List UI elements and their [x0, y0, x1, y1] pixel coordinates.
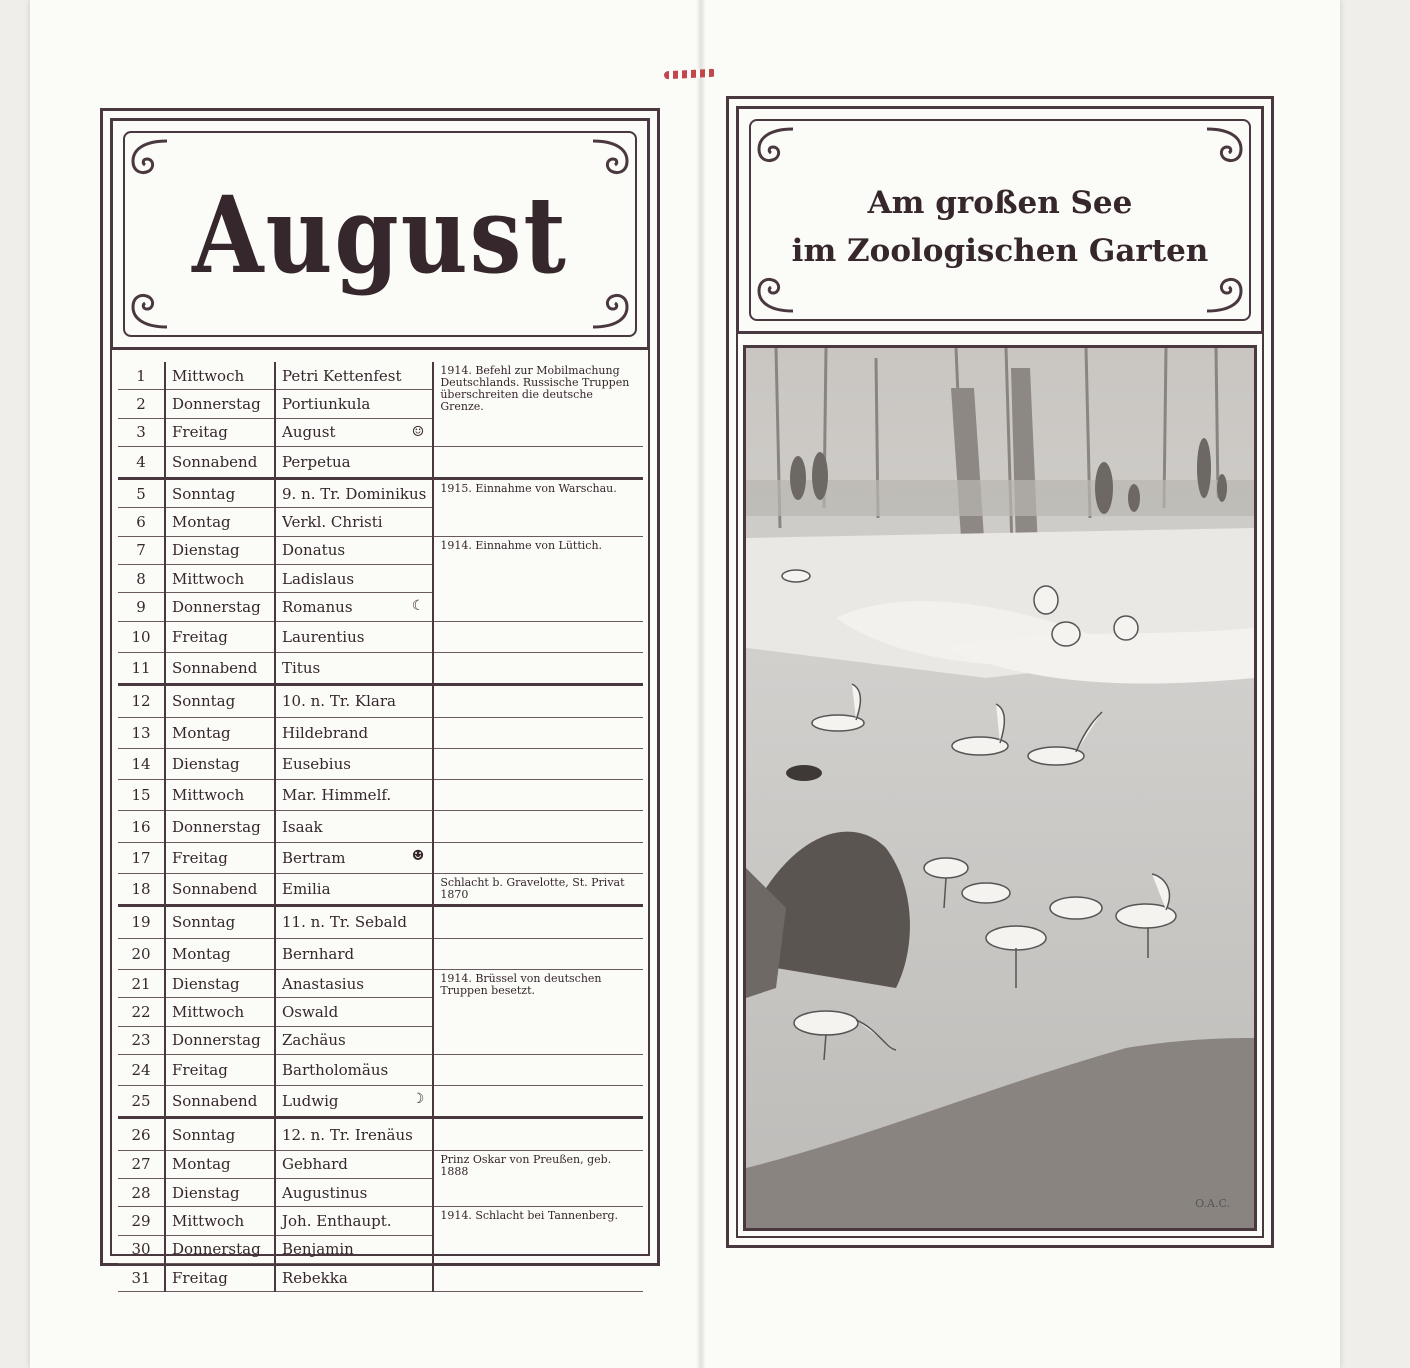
day-number: 28 — [118, 1179, 165, 1207]
artist-signature: O.A.C. — [1195, 1197, 1230, 1210]
name-day-label: Mar. Himmelf. — [282, 786, 392, 805]
picture-title-frame — [736, 106, 1264, 334]
weekday: Mittwoch — [165, 998, 275, 1026]
name-day-label: 10. n. Tr. Klara — [282, 692, 396, 711]
weekday: Donnerstag — [165, 1026, 275, 1054]
day-number: 12 — [118, 685, 165, 717]
name-day — [275, 479, 433, 508]
name-day-label: Laurentius — [282, 627, 365, 646]
name-day-label: Eusebius — [282, 755, 351, 773]
day-number: 14 — [118, 748, 165, 779]
day-number: 29 — [118, 1207, 165, 1235]
calendar-row — [118, 717, 643, 748]
name-day — [275, 390, 433, 418]
historical-event — [433, 446, 643, 478]
name-day-label: Petri Kettenfest — [282, 366, 402, 385]
name-day-label: Gebhard — [282, 1155, 348, 1174]
name-day-label: Emilia — [282, 880, 331, 899]
weekday: Freitag — [165, 621, 275, 652]
day-number: 11 — [118, 652, 165, 684]
historical-event: 1915. Einnahme von Warschau. — [433, 479, 643, 537]
swirl-ornament-icon — [1201, 271, 1247, 317]
month-title: August — [192, 172, 568, 298]
historical-event: 1914. Brüssel von deutschen Truppen besetzt. — [433, 969, 643, 1054]
flamingo-lake-drawing — [746, 348, 1254, 1228]
weekday: Donnerstag — [165, 811, 275, 842]
weekday: Freitag — [165, 1263, 275, 1291]
weekday: Montag — [165, 938, 275, 969]
name-day — [275, 842, 433, 873]
day-number: 9 — [118, 593, 165, 621]
historical-event — [433, 842, 643, 873]
weekday: Donnerstag — [165, 593, 275, 621]
moon-phase-icon: ☽ — [411, 1091, 425, 1108]
weekday: Mittwoch — [165, 1207, 275, 1235]
historical-event — [433, 1086, 643, 1118]
name-day-label: Hildebrand — [282, 723, 369, 742]
historical-event — [433, 652, 643, 684]
name-day-label: Ladislaus — [282, 569, 355, 588]
month-title-frame — [110, 118, 650, 350]
historical-event: 1914. Schlacht bei Tannenberg. — [433, 1207, 643, 1292]
name-day-label: Ludwig — [282, 1092, 339, 1111]
name-day — [275, 536, 433, 564]
weekday: Mittwoch — [165, 780, 275, 811]
historical-event — [433, 938, 643, 969]
calendar-row — [118, 1207, 643, 1235]
day-number: 25 — [118, 1086, 165, 1118]
name-day-label: Portiunkula — [282, 394, 371, 413]
weekday: Sonntag — [165, 1118, 275, 1150]
name-day — [275, 1179, 433, 1207]
historical-event — [433, 621, 643, 652]
calendar-row — [118, 685, 643, 717]
name-day-label: Bertram — [282, 848, 346, 867]
weekday: Sonnabend — [165, 652, 275, 684]
name-day — [275, 1118, 433, 1150]
historical-event: 1914. Befehl zur Mobilmachung Deutschlands. Russische Truppen überschreiten die deutsche Grenze. — [433, 362, 643, 446]
calendar-row — [118, 446, 643, 478]
name-day-label: Zachäus — [282, 1031, 346, 1050]
day-number: 21 — [118, 969, 165, 997]
name-day — [275, 508, 433, 536]
name-day — [275, 565, 433, 593]
historical-event — [433, 906, 643, 938]
weekday: Sonnabend — [165, 446, 275, 478]
name-day-label: Verkl. Christi — [282, 513, 383, 532]
day-number: 23 — [118, 1026, 165, 1054]
weekday: Dienstag — [165, 536, 275, 564]
picture-title — [739, 179, 1261, 275]
name-day — [275, 1263, 433, 1291]
calendar-row — [118, 906, 643, 938]
day-number: 2 — [118, 390, 165, 418]
name-day-label: Bartholomäus — [282, 1060, 389, 1079]
name-day — [275, 874, 433, 906]
name-day-label: Anastasius — [282, 974, 364, 993]
name-day — [275, 780, 433, 811]
name-day — [275, 1026, 433, 1054]
zoo-lake-illustration — [743, 345, 1257, 1231]
day-number: 5 — [118, 479, 165, 508]
name-day-label: 9. n. Tr. Dominikus — [282, 484, 427, 503]
day-number: 3 — [118, 418, 165, 446]
name-day-label: Donatus — [282, 541, 346, 560]
calendar-row — [118, 362, 643, 390]
name-day — [275, 906, 433, 938]
name-day — [275, 685, 433, 717]
day-number: 18 — [118, 874, 165, 906]
day-number: 4 — [118, 446, 165, 478]
day-number: 22 — [118, 998, 165, 1026]
day-number: 7 — [118, 536, 165, 564]
weekday: Sonntag — [165, 479, 275, 508]
historical-event: Schlacht b. Gravelotte, St. Privat 1870 — [433, 874, 643, 906]
day-number: 8 — [118, 565, 165, 593]
moon-phase-icon: ☺ — [411, 423, 425, 440]
calendar-row — [118, 479, 643, 508]
name-day-label: 12. n. Tr. Irenäus — [282, 1125, 413, 1144]
name-day — [275, 1054, 433, 1085]
historical-event — [433, 780, 643, 811]
name-day — [275, 1207, 433, 1235]
calendar-row — [118, 811, 643, 842]
name-day-label: Benjamin — [282, 1240, 354, 1259]
swirl-ornament-icon — [753, 271, 799, 317]
calendar-row — [118, 1086, 643, 1118]
historical-event — [433, 1054, 643, 1085]
name-day — [275, 652, 433, 684]
day-number: 26 — [118, 1118, 165, 1150]
calendar-row — [118, 780, 643, 811]
moon-phase-icon: ☾ — [411, 598, 425, 615]
moon-phase-icon: ☻ — [411, 847, 425, 864]
day-number: 13 — [118, 717, 165, 748]
name-day — [275, 621, 433, 652]
name-day-label: Perpetua — [282, 453, 351, 472]
name-day — [275, 418, 433, 446]
day-number: 19 — [118, 906, 165, 938]
historical-event: Prinz Oskar von Preußen, geb. 1888 — [433, 1150, 643, 1207]
day-number: 15 — [118, 780, 165, 811]
historical-event: 1914. Einnahme von Lüttich. — [433, 536, 643, 621]
weekday: Sonntag — [165, 685, 275, 717]
swirl-ornament-icon — [753, 123, 799, 169]
name-day-label: Joh. Enthaupt. — [282, 1211, 392, 1230]
calendar-table — [118, 362, 643, 1292]
calendar-row — [118, 621, 643, 652]
name-day-label: Rebekka — [282, 1268, 348, 1287]
weekday: Dienstag — [165, 1179, 275, 1207]
day-number: 20 — [118, 938, 165, 969]
day-number: 16 — [118, 811, 165, 842]
calendar-row — [118, 842, 643, 873]
calendar-row — [118, 652, 643, 684]
weekday: Mittwoch — [165, 565, 275, 593]
weekday: Dienstag — [165, 748, 275, 779]
name-day — [275, 717, 433, 748]
day-number: 6 — [118, 508, 165, 536]
historical-event — [433, 1118, 643, 1150]
weekday: Mittwoch — [165, 362, 275, 390]
center-fold — [696, 0, 706, 1368]
name-day-label: Bernhard — [282, 944, 355, 963]
day-number: 30 — [118, 1235, 165, 1263]
historical-event — [433, 811, 643, 842]
weekday: Freitag — [165, 418, 275, 446]
historical-event — [433, 717, 643, 748]
name-day-label: August — [282, 423, 336, 442]
calendar-row — [118, 938, 643, 969]
calendar-row — [118, 874, 643, 906]
calendar-row — [118, 748, 643, 779]
name-day — [275, 593, 433, 621]
day-number: 24 — [118, 1054, 165, 1085]
name-day — [275, 1235, 433, 1263]
calendar-row — [118, 536, 643, 564]
weekday: Sonnabend — [165, 874, 275, 906]
name-day — [275, 811, 433, 842]
name-day — [275, 362, 433, 390]
name-day-label: Titus — [282, 659, 321, 678]
calendar-row — [118, 1118, 643, 1150]
name-day — [275, 969, 433, 997]
calendar-row — [118, 969, 643, 997]
name-day-label: 11. n. Tr. Sebald — [282, 913, 407, 932]
name-day-label: Oswald — [282, 1002, 339, 1021]
weekday: Freitag — [165, 1054, 275, 1085]
weekday: Dienstag — [165, 969, 275, 997]
name-day — [275, 1150, 433, 1178]
weekday: Donnerstag — [165, 1235, 275, 1263]
name-day — [275, 1086, 433, 1118]
name-day — [275, 748, 433, 779]
weekday: Sonntag — [165, 906, 275, 938]
weekday: Sonnabend — [165, 1086, 275, 1118]
name-day — [275, 446, 433, 478]
name-day-label: Isaak — [282, 817, 323, 836]
weekday: Donnerstag — [165, 390, 275, 418]
picture-title-line2: im Zoologischen Garten — [791, 233, 1209, 269]
name-day-label: Romanus — [282, 598, 353, 617]
historical-event — [433, 748, 643, 779]
weekday: Montag — [165, 717, 275, 748]
calendar-row — [118, 1054, 643, 1085]
name-day — [275, 938, 433, 969]
day-number: 1 — [118, 362, 165, 390]
historical-event — [433, 685, 643, 717]
day-number: 31 — [118, 1263, 165, 1291]
calendar-row — [118, 1150, 643, 1178]
day-number: 10 — [118, 621, 165, 652]
name-day — [275, 998, 433, 1026]
name-day-label: Augustinus — [282, 1183, 368, 1202]
weekday: Montag — [165, 1150, 275, 1178]
day-number: 27 — [118, 1150, 165, 1178]
weekday: Freitag — [165, 842, 275, 873]
picture-title-line1: Am großen See — [867, 185, 1133, 221]
day-number: 17 — [118, 842, 165, 873]
swirl-ornament-icon — [1201, 123, 1247, 169]
weekday: Montag — [165, 508, 275, 536]
